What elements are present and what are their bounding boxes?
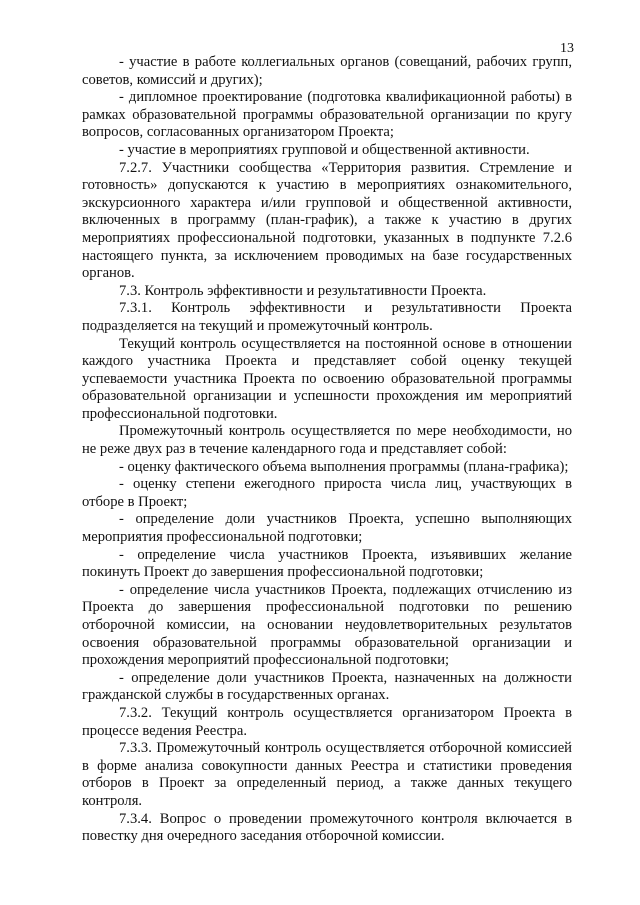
section-heading: 7.3. Контроль эффективности и результативности Проекта. (119, 282, 487, 299)
paragraph: - определение числа участников Проекта, изъявивших желание покинуть Проект до завершения профессиональной подготовки; (82, 546, 572, 581)
paragraph: - оценку степени ежегодного прироста числа лиц, участвующих в отборе в Проект; (82, 476, 572, 510)
paragraph: - участие в работе коллегиальных органов (совещаний, рабочих групп, советов, комиссий и других); (82, 54, 572, 88)
paragraph: 7.2.7. Участники сообщества «Территория развития. Стремление и готовность» допускаются к участию в мероприятиях ознакомительного, экскурсионного характера и/или групповой и общественной активности, включенных в программу (план-график), а также к участию в других мероприятиях профессиональной подготовки, указанных в подпункте 7.2.6 настоящего пункта, за исключением проводимых на базе государственных органов. (82, 159, 572, 282)
paragraph: - оценку фактического объема выполнения программы (плана-графика); (119, 458, 569, 475)
paragraph: 7.3.2. Текущий контроль осуществляется организатором Проекта в процессе ведения Реестра. (82, 704, 572, 739)
page-number: 13 (560, 41, 574, 56)
paragraph: 7.3.3. Промежуточный контроль осуществляется отборочной комиссией в форме анализа совокупности данных Реестра и статистики проведения отборов в Проект за определенный период, а также данных текущего контроля. (82, 740, 572, 809)
paragraph: 7.3.1. Контроль эффективности и результативности Проекта подразделяется на текущий и промежуточный контроль. (82, 300, 572, 334)
paragraph: Текущий контроль осуществляется на постоянной основе в отношении каждого участника Проекта и представляет собой оценку текущей успеваемости участника Проекта по освоению образовательной программы образовательной организации и успешности прохождения им мероприятий профессиональной подготовки. (82, 335, 572, 422)
paragraph: - определение числа участников Проекта, подлежащих отчислению из Проекта до завершения профессиональной подготовки по решению отборочной комиссии, на основании неудовлетворительных результатов освоения образовательной программы образовательной организации и прохождения мероприятий профессиональной подготовки; (82, 581, 572, 669)
paragraph: Промежуточный контроль осуществляется по мере необходимости, но не реже двух раз в течение календарного года и представляет собой: (82, 423, 572, 458)
document-body (82, 54, 572, 846)
paragraph: - участие в мероприятиях групповой и общественной активности. (119, 141, 530, 158)
paragraph: - дипломное проектирование (подготовка квалификационной работы) в рамках образовательной программы образовательной организации по кругу вопросов, согласованных организатором Проекта; (82, 89, 572, 141)
paragraph: - определение доли участников Проекта, назначенных на должности гражданской службы в государственных органах. (82, 669, 572, 704)
paragraph: 7.3.4. Вопрос о проведении промежуточного контроля включается в повестку дня очередного заседания отборочной комиссии. (82, 810, 572, 845)
paragraph: - определение доли участников Проекта, успешно выполняющих мероприятия профессиональной подготовки; (82, 511, 572, 546)
